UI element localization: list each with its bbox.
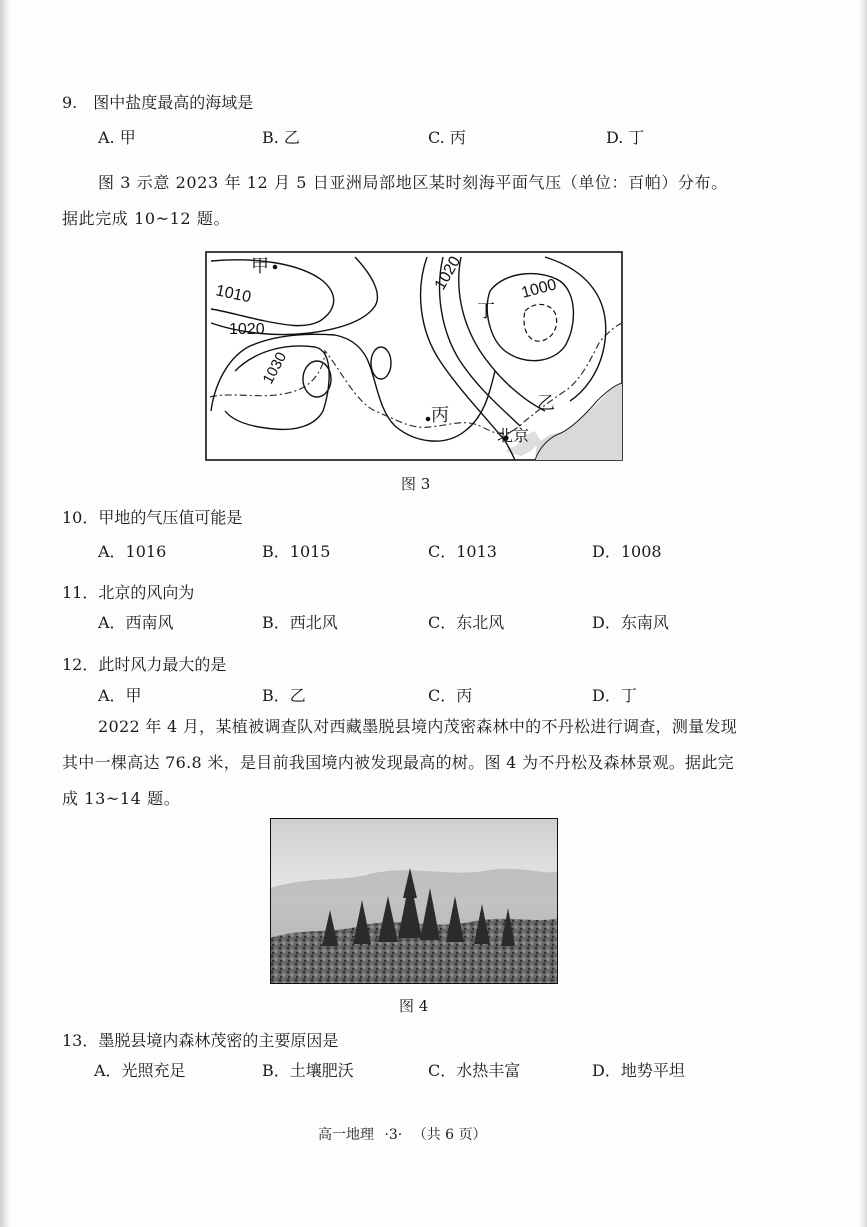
q10-option-c: C．1013	[428, 542, 497, 561]
label-bing: 丙	[431, 405, 449, 425]
scan-edge-right	[859, 0, 867, 1227]
q10-stem: 10．甲地的气压值可能是	[62, 508, 243, 527]
label-beijing: 北京	[497, 428, 530, 445]
q9-option-b: B. 乙	[262, 128, 300, 147]
q11-option-b: B．西北风	[262, 613, 338, 632]
label-ding: 丁	[477, 301, 495, 321]
page-footer	[318, 1125, 493, 1145]
fig3-intro-line1: 图 3 示意 2023 年 12 月 5 日亚洲局部地区某时刻海平面气压（单位：百帕）分布。	[98, 173, 728, 192]
point-bing	[426, 417, 431, 422]
q11-option-c: C．东北风	[428, 613, 505, 632]
bleed-through-mark	[640, 92, 644, 108]
fig3-intro-line2: 据此完成 10~12 题。	[62, 209, 231, 228]
q9-option-c: C. 丙	[428, 128, 466, 147]
q12-option-a: A．甲	[98, 686, 142, 705]
q11-option-a: A．西南风	[98, 613, 174, 632]
q13-stem: 13．墨脱县境内森林茂密的主要原因是	[62, 1031, 339, 1050]
label-isobar-1010: 1010	[214, 282, 253, 307]
q11-option-d: D．东南风	[592, 613, 669, 632]
q9-stem: 9. 图中盐度最高的海域是	[62, 93, 254, 112]
fig4-intro-line2: 其中一棵高达 76.8 米，是目前我国境内被发现最高的树。图 4 为不丹松及森林景观。据此完	[62, 753, 734, 772]
fig4-intro-line3: 成 13~14 题。	[62, 789, 181, 808]
point-jia	[273, 265, 278, 270]
q13-option-d: D．地势平坦	[592, 1061, 685, 1080]
footer-page-number: ·3·	[384, 1127, 403, 1143]
label-isobar-1020-right: 1020	[431, 253, 465, 293]
q10-option-d: D．1008	[592, 542, 662, 561]
q13-option-a: A．光照充足	[94, 1061, 186, 1080]
label-jia: 甲	[251, 256, 269, 276]
q13-option-b: B．土壤肥沃	[262, 1061, 354, 1080]
q10-option-b: B．1015	[262, 542, 331, 561]
isobar-map-figure	[205, 251, 623, 461]
footer-total-pages: （共 6 页）	[412, 1127, 487, 1143]
fig4-caption: 图 4	[399, 997, 429, 1015]
q12-option-b: B．乙	[262, 686, 306, 705]
fig3-caption: 图 3	[401, 475, 431, 493]
q9-option-a: A. 甲	[98, 128, 136, 147]
footer-subject: 高一地理	[318, 1127, 374, 1143]
q12-option-c: C．丙	[428, 686, 473, 705]
label-yi: 乙	[537, 393, 555, 413]
q11-stem: 11．北京的风向为	[62, 583, 195, 602]
q13-option-c: C．水热丰富	[428, 1061, 521, 1080]
label-isobar-1000: 1000	[519, 276, 559, 302]
q12-stem: 12．此时风力最大的是	[62, 655, 227, 674]
scan-edge-left	[0, 0, 10, 1227]
q9-option-d: D. 丁	[606, 128, 645, 147]
label-isobar-1020-left: 1020	[229, 321, 265, 338]
forest-photo	[270, 818, 558, 984]
fig4-intro-line1: 2022 年 4 月，某植被调查队对西藏墨脱县境内茂密森林中的不丹松进行调查，测量发现	[98, 717, 738, 736]
q10-option-a: A．1016	[98, 542, 167, 561]
label-isobar-1030: 1030	[259, 349, 291, 387]
q12-option-d: D．丁	[592, 686, 637, 705]
